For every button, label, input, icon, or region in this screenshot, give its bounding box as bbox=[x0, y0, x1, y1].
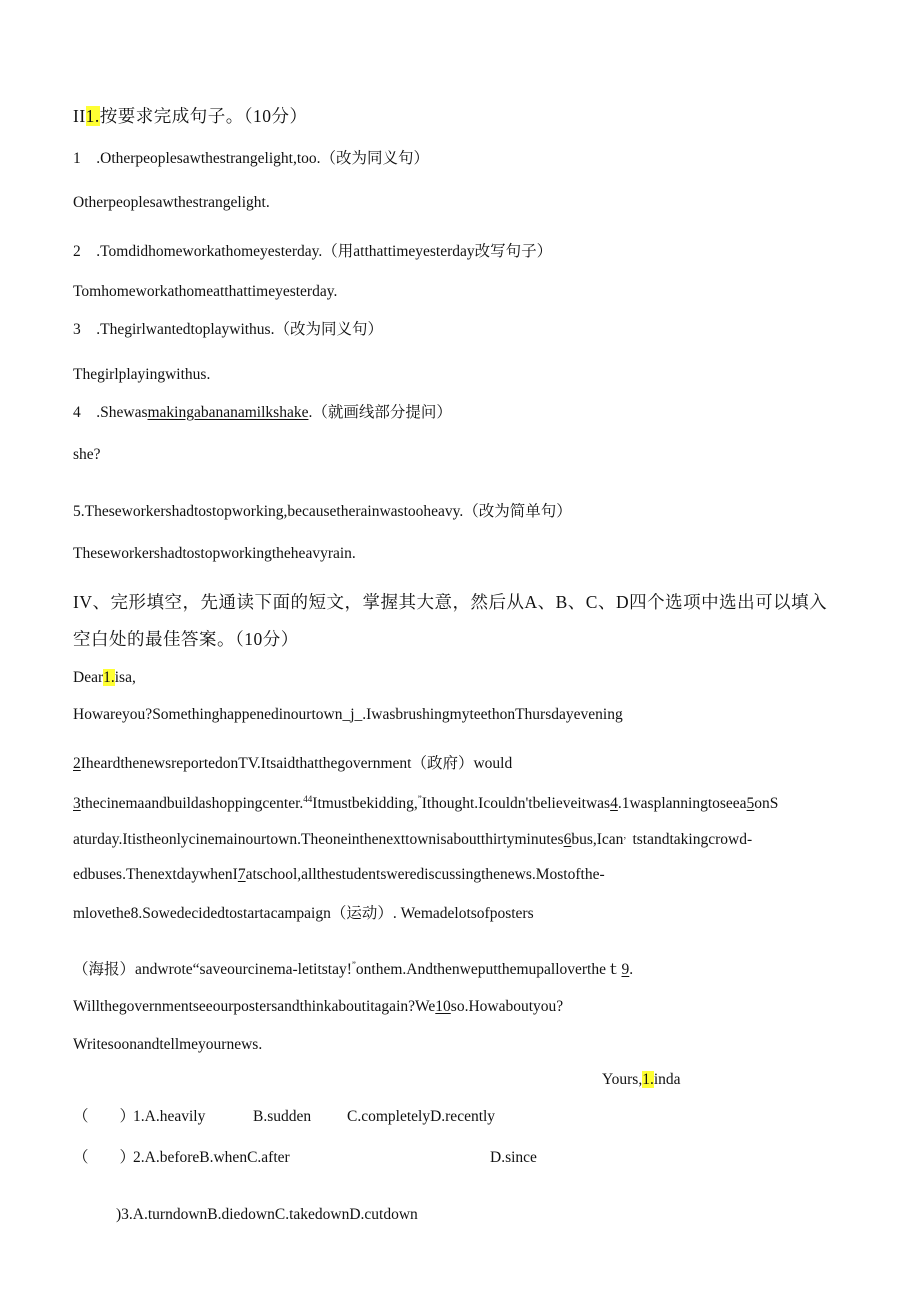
question-3-prompt: 3 .Thegirlwantedtoplaywithus.（改为同义句） bbox=[73, 321, 383, 338]
letter-line-4 bbox=[73, 830, 752, 850]
question-5-answer: Theseworkershadtostopworkingtheheavyrain. bbox=[73, 545, 356, 562]
letter-greeting bbox=[73, 669, 136, 688]
greeting-marker: 1. bbox=[103, 669, 115, 686]
apostrophe-mark: ， bbox=[623, 830, 633, 840]
question-4-answer: she? bbox=[73, 446, 101, 463]
greeting-text: Dear bbox=[73, 669, 104, 686]
close-quote-mark: ” bbox=[417, 794, 422, 804]
blank-4: 4 bbox=[610, 795, 618, 812]
letter-line-4-b: bus,Ican bbox=[571, 831, 624, 848]
letter-line-7-c: . bbox=[629, 961, 634, 978]
letter-line-3-c: Ithought.Icouldn'tbelieveitwas bbox=[421, 795, 611, 812]
letter-line-5-b: atschool,allthestudentswerediscussingthenews.Mostofthe- bbox=[245, 866, 605, 883]
section-3-title: 按要求完成句子。（10分） bbox=[99, 106, 308, 126]
letter-line-2 bbox=[73, 755, 512, 774]
letter-line-8-b: so.Howaboutyou? bbox=[450, 998, 564, 1015]
blank-7: 7 bbox=[237, 866, 246, 883]
blank-3: 3 bbox=[73, 795, 81, 812]
letter-line-7-a: （海报）andwrote“saveourcinema-letitstay! bbox=[73, 961, 352, 978]
blank-5: 5 bbox=[746, 795, 755, 812]
letter-line-1: Howareyou?Somethinghappenedinourtown_j_.IwasbrushingmyteethonThursdayevening bbox=[73, 706, 623, 723]
question-4-underlined-phrase: makingabananamilkshake bbox=[147, 404, 309, 421]
letter-closing bbox=[602, 1071, 681, 1090]
letter-line-4-c: tstandtakingcrowd- bbox=[632, 831, 753, 848]
letter-line-3 bbox=[73, 794, 778, 814]
mcq-1-option-b: B.sudden bbox=[253, 1108, 312, 1125]
closing-marker: 1. bbox=[642, 1071, 654, 1088]
section-4-heading-line-2: 空白处的最佳答案。（10分） bbox=[73, 629, 299, 649]
mcq-1-option-c-d: C.completelyD.recently bbox=[347, 1108, 496, 1125]
greeting-name: isa, bbox=[114, 669, 136, 686]
mcq-2-option-d: D.since bbox=[490, 1149, 537, 1166]
question-4-prompt-end: .（就画线部分提问） bbox=[308, 404, 452, 421]
letter-line-2-text: IheardthenewsreportedonTV.Itsaidthatthegovernment（政府）would bbox=[80, 755, 513, 772]
question-4-prompt bbox=[73, 404, 452, 423]
question-1-answer: Otherpeoplesawthestrangelight. bbox=[73, 194, 270, 211]
closing-name: inda bbox=[653, 1071, 681, 1088]
letter-line-4-a: aturday.Itistheonlycinemainourtown.Theoneinthenexttownisaboutthirtyminutes bbox=[73, 831, 564, 848]
mcq-row-3: )3.A.turndownB.diedownC.takedownD.cutdown bbox=[116, 1206, 418, 1223]
section-3-prefix: II bbox=[73, 106, 86, 126]
letter-line-3-a: thecinemaandbuildashoppingcenter. bbox=[80, 795, 304, 812]
question-2-prompt: 2 .Tomdidhomeworkathomeyesterday.（用atthattimeyesterday改写句子） bbox=[73, 243, 553, 260]
closing-text: Yours, bbox=[602, 1071, 643, 1088]
answer-bracket[interactable]: （ ） bbox=[73, 1149, 136, 1166]
mcq-2-options-a-c: 2.A.beforeB.whenC.after bbox=[133, 1149, 290, 1166]
question-4-prompt-start: 4 .Shewas bbox=[73, 404, 148, 421]
letter-line-3-e: onS bbox=[754, 795, 779, 812]
blank-6: 6 bbox=[563, 831, 572, 848]
blank-9: 9 bbox=[621, 961, 630, 978]
section-3-heading bbox=[73, 106, 308, 127]
blank-10: 10 bbox=[435, 998, 451, 1015]
letter-line-5 bbox=[73, 866, 605, 885]
letter-line-7-b: onthem.Andthenweputthemupallovertheｔ bbox=[355, 961, 622, 978]
letter-line-3-d: .1wasplanningtoseea bbox=[617, 795, 747, 812]
question-5-prompt: 5.Theseworkershadtostopworking,becausetherainwastooheavy.（改为简单句） bbox=[73, 503, 572, 520]
question-3-answer: Thegirlplayingwithus. bbox=[73, 366, 211, 383]
letter-line-8 bbox=[73, 998, 563, 1017]
question-1-prompt: 1 .Otherpeoplesawthestrangelight,too.（改为同义句） bbox=[73, 150, 430, 167]
letter-line-3-b: Itmustbekidding, bbox=[312, 795, 418, 812]
section-3-marker: 1. bbox=[85, 106, 100, 126]
letter-line-7 bbox=[73, 960, 633, 980]
letter-line-8-a: Willthegovernmentseeourpostersandthinkaboutitagain?We bbox=[73, 998, 436, 1015]
close-quote-mark-2: ” bbox=[351, 960, 356, 970]
blank-2: 2 bbox=[73, 755, 81, 772]
section-4-heading-line-1: IV、完形填空，先通读下面的短文，掌握其大意，然后从A、B、C、D四个选项中选出可以填入 bbox=[73, 592, 828, 612]
letter-line-9: Writesoonandtellmeyournews. bbox=[73, 1036, 263, 1053]
question-2-answer: Tomhomeworkathomeatthattimeyesterday. bbox=[73, 283, 338, 300]
mcq-row-2 bbox=[73, 1149, 537, 1168]
answer-bracket[interactable]: （ ） bbox=[73, 1108, 136, 1125]
mcq-row-1 bbox=[73, 1108, 495, 1127]
open-quote-mark: 44 bbox=[303, 794, 313, 804]
mcq-1-option-a: 1.A.heavily bbox=[133, 1108, 206, 1125]
letter-line-6: mlovethe8.Sowedecidedtostartacampaign（运动）. Wemadelotsofposters bbox=[73, 905, 534, 922]
letter-line-5-a: edbuses.ThenextdaywhenI bbox=[73, 866, 238, 883]
